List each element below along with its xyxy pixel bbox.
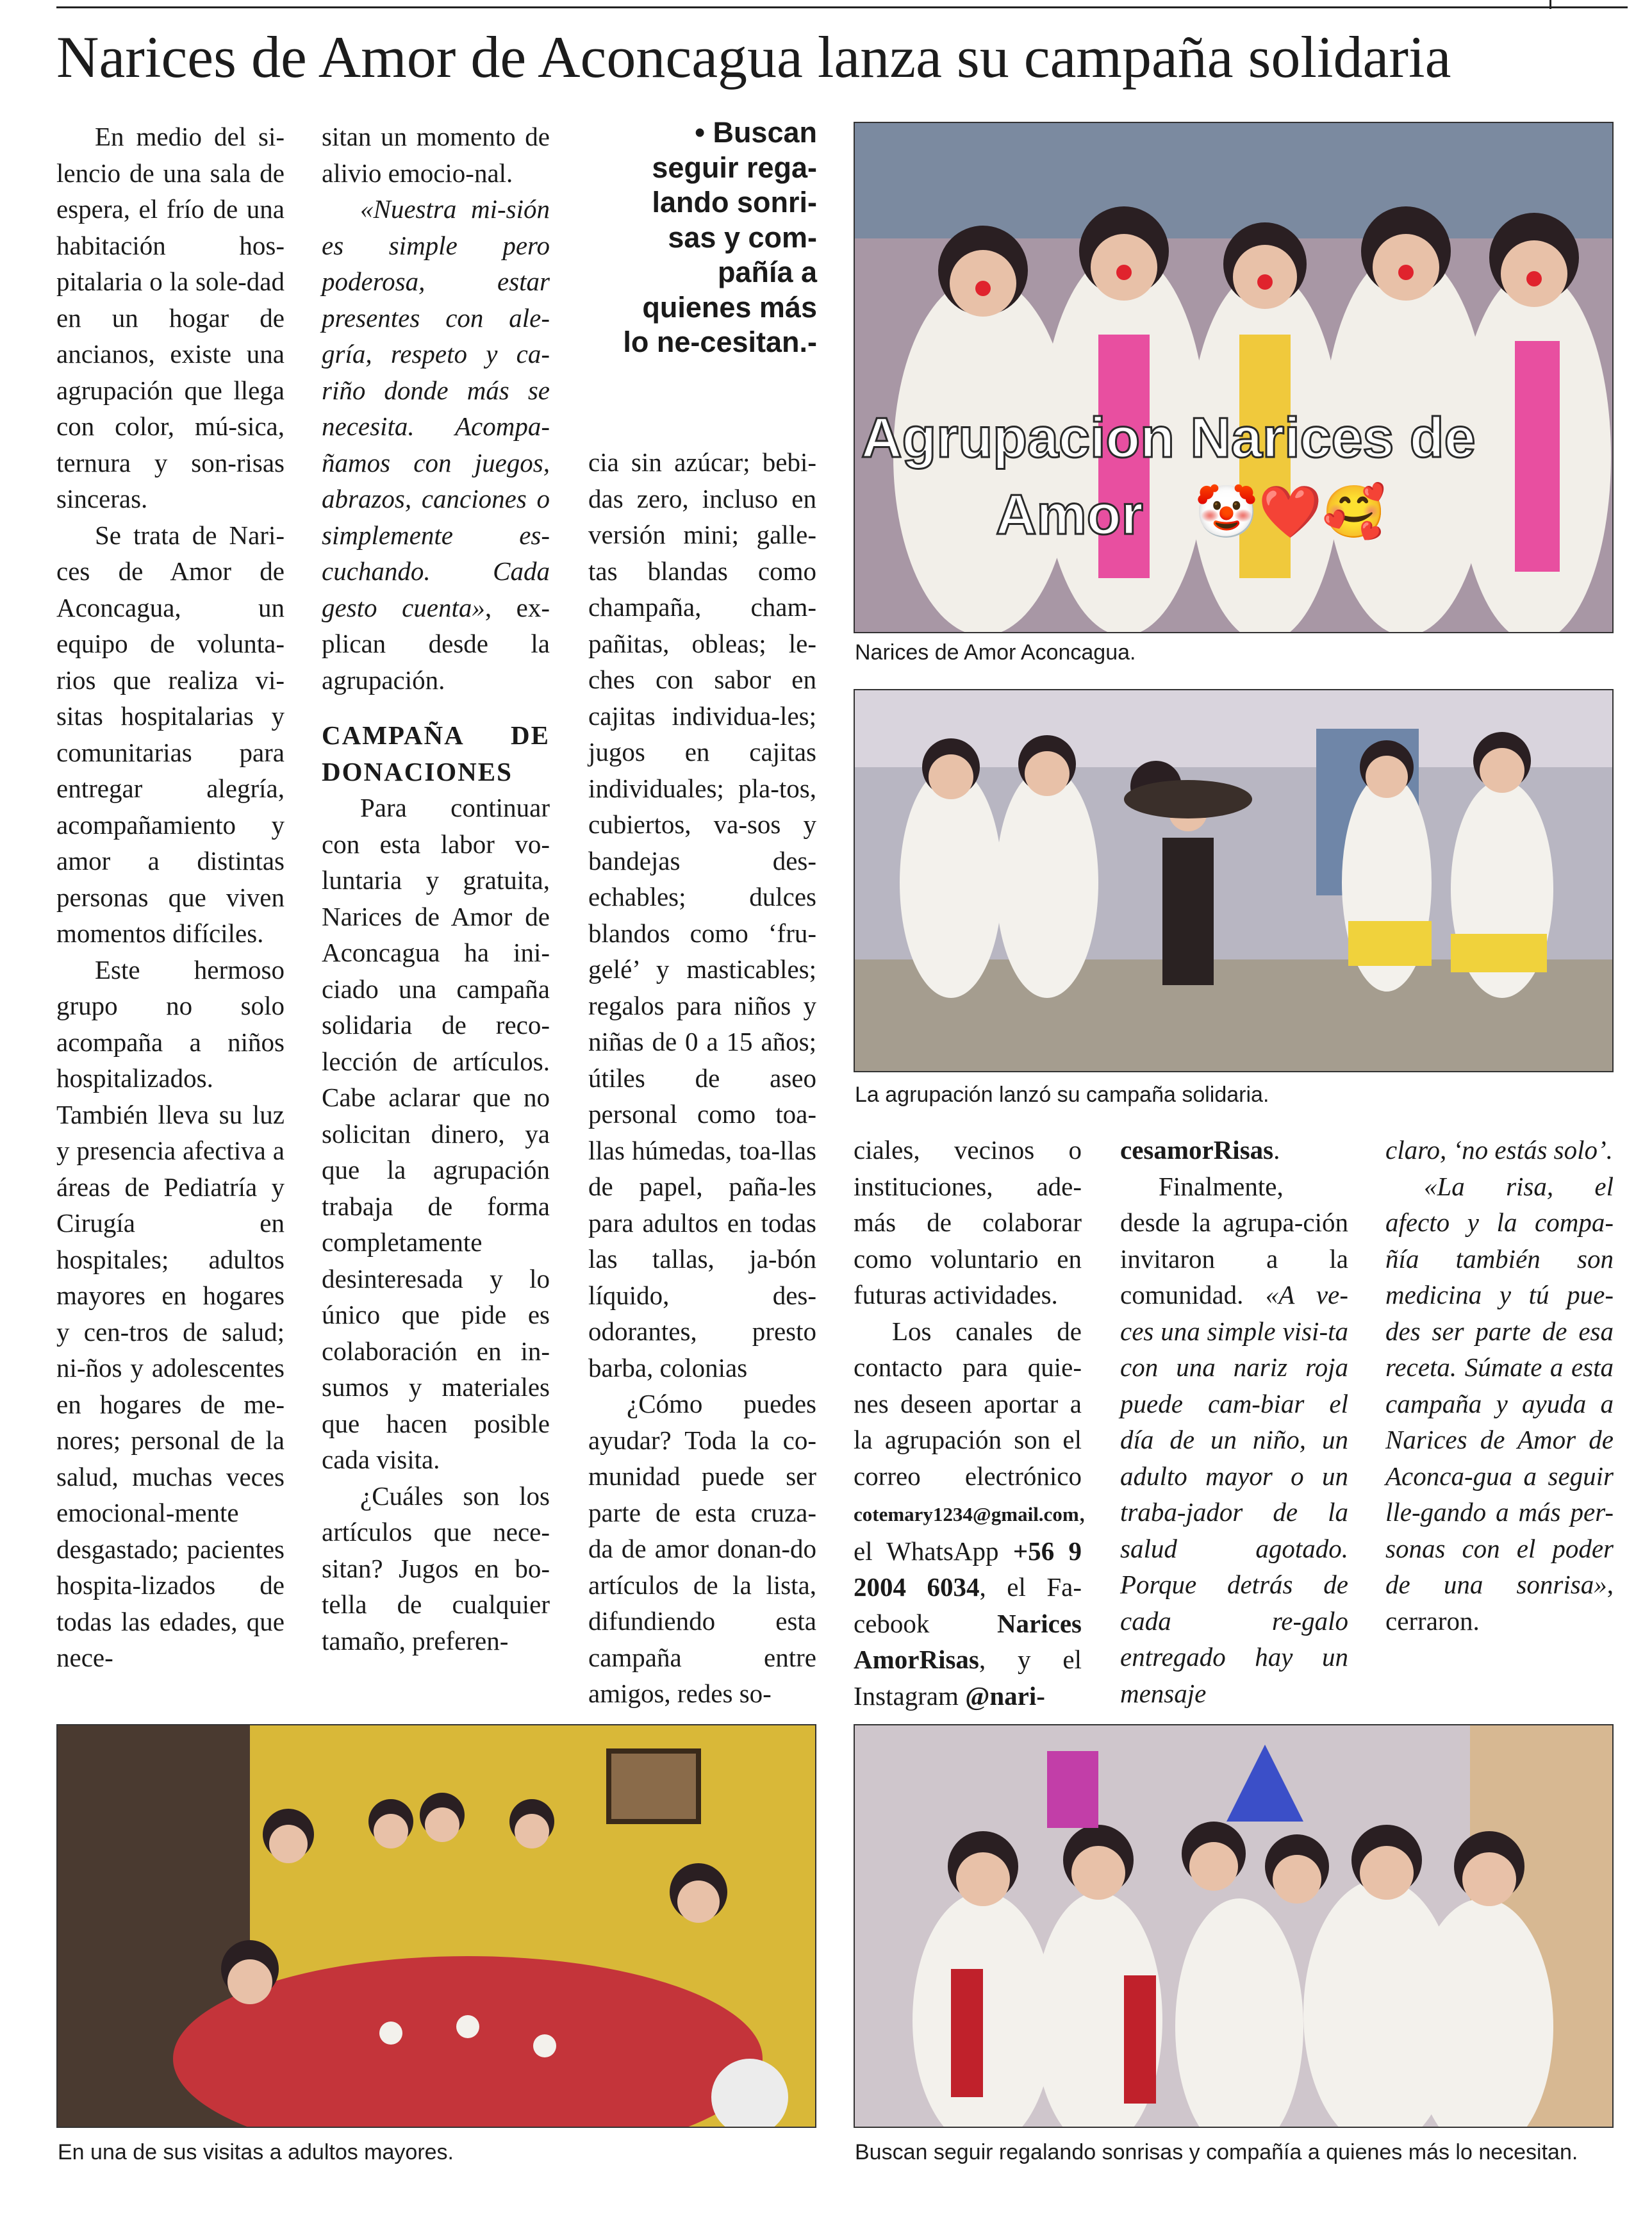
- paragraph: Finalmente, desde la agrupa-ción invitaron a la comunidad. «A ve-ces una simple visi-ta con una nariz roja puede cam-biar el día de un niño, un adulto mayor o un traba-jador de la salud agotado. Porque detrás de cada re-galo entregado hay un mensaje: [1120, 1171, 1348, 1708]
- photo-caption: La agrupación lanzó su campaña solidaria.: [855, 1083, 1269, 1107]
- photo-caption: Buscan seguir regalando sonrisas y compañía a quienes más lo necesitan.: [855, 2140, 1578, 2164]
- quote-text: «A ve-ces una simple visi-ta con una nariz roja puede cam-biar el día de un niño, un adulto mayor o un traba-jador de la salud agotado. Porque detrás de cada re-galo entregado hay un mensaje: [1120, 1280, 1348, 1708]
- photo-illustration: [855, 123, 1614, 633]
- paragraph: ciales, vecinos o instituciones, ade-más de colaborar como voluntario en futuras actividades.: [854, 1135, 1082, 1309]
- contact-email: cotemary1234@gmail.com: [854, 1503, 1079, 1525]
- photo-overlay-line-1: Agrupacion Narices de: [861, 406, 1476, 469]
- contact-whatsapp: +56 9 2004 6034: [854, 1536, 1082, 1602]
- paragraph: cesamorRisas.: [1120, 1135, 1280, 1165]
- quote-paragraph: [322, 191, 550, 698]
- contact-paragraph: Los canales de contacto para quie-nes deseen aportar a la agrupación son el correo electrónico cotemary1234@gmail.com, el WhatsApp +56 9 2004 6034, el Fa-cebook Narices AmorRisas, y el Instagram @nari-: [854, 1316, 1086, 1711]
- contact-facebook: Narices AmorRisas: [854, 1608, 1082, 1674]
- quote-attribution: , ex-plican desde la agrupación.: [322, 592, 550, 695]
- quote-text: «Nuestra mi-sión es simple pero poderosa, estar presentes con ale-gría, respeto y ca-riño donde más se necesita. Acompa-ñamos con juegos, abrazos, canciones o simplemente es-cuchando. Cada gesto cuenta»: [322, 194, 550, 622]
- article-column-4: [854, 1132, 1086, 1714]
- paragraph: «La risa, el afecto y la compa-ñía también son medicina y tú pue-des ser parte de esa receta. Súmate a esta campaña y ayuda a Narices de Amor de Aconca-gua a seguir lle-gando a más per-sonas con el poder de una sonrisa», cerraron.: [1385, 1171, 1614, 1636]
- article-column-3: [588, 444, 816, 1712]
- paragraph: ¿Cuáles son los artículos que nece-sitan? Jugos en bo-tella de cualquier tamaño, preferen-: [322, 1481, 550, 1656]
- photo-caption: En una de sus visitas a adultos mayores.: [58, 2140, 454, 2164]
- article-column-1: [56, 119, 285, 1676]
- top-rule-tick: [1549, 0, 1551, 9]
- article-column-5: [1120, 1132, 1348, 1711]
- paragraph: En medio del si-lencio de una sala de espera, el frío de una habitación hos-pitalaria o la sole-dad en un hogar de ancianos, existe una agrupación que llega con color, mú-sica, ternura y son-risas sinceras.: [56, 122, 285, 513]
- paragraph: Este hermoso grupo no solo acompaña a niños hospitalizados. También lleva su luz y presencia afectiva a áreas de Pediatría y Cirugía en hospitales; adultos mayores en hogares y cen-tros de salud; ni-ños y adolescentes en hogares de me-nores; personal de la salud, muchas veces emocional-mente desgastado; pacientes hospita-lizados de todas las edades, que nece-: [56, 954, 285, 1672]
- photo-elderly-visit: [56, 1724, 816, 2128]
- paragraph: cia sin azúcar; bebi-das zero, incluso en versión mini; galle-tas blandas como champaña, cham-pañitas, obleas; le-ches con sabor en cajitas individua-les; jugos en cajitas individuales; pla-tos, cubiertos, va-sos y bandejas des-echables; dulces blandos como ‘fru-gelé’ y masticables; regalos para niños y niñas de 0 a 15 años; útiles de aseo personal como toa-llas húmedas, toa-llas de papel, paña-les para adultos en todas las tallas, ja-bón líquido, des-odorantes, presto barba, colonias: [588, 447, 816, 1383]
- article-headline: Narices de Amor de Aconcagua lanza su campaña solidaria: [56, 24, 1451, 90]
- photo-caption: Narices de Amor Aconcagua.: [855, 640, 1136, 665]
- top-rule: [56, 6, 1628, 8]
- contact-instagram: @nari-: [965, 1681, 1045, 1711]
- photo-illustration: [855, 1725, 1614, 2128]
- paragraph: claro, ‘no estás solo’.: [1385, 1135, 1613, 1165]
- photo-illustration: [855, 690, 1614, 1072]
- photo-overlay-line-2: Amor: [996, 483, 1143, 546]
- paragraph: Para continuar con esta labor vo-luntaria y gratuita, Narices de Amor de Aconcagua ha ini-ciado una campaña solidaria de reco-lección de artículos. Cabe aclarar que no solicitan dinero, ya que la agrupación trabaja de forma completamente desinteresada y lo único que pide es colaboración en in-sumos y materiales que hacen posible cada visita.: [322, 793, 550, 1474]
- contact-instagram-cont: cesamorRisas: [1120, 1135, 1274, 1165]
- photo-campaign-launch: [854, 689, 1614, 1072]
- pull-quote: • Buscan seguir rega-lando sonri-sas y com-pañía a quienes más lo ne-cesitan.-: [623, 116, 817, 358]
- article-column-6: [1385, 1132, 1614, 1639]
- photo-clowns-group: [854, 122, 1614, 633]
- section-subhead: CAMPAÑA DE DONACIONES: [322, 720, 550, 786]
- paragraph: sitan un momento de alivio emocio-nal.: [322, 122, 550, 188]
- photo-clowns-smiles: [854, 1724, 1614, 2128]
- paragraph: Se trata de Nari-ces de Amor de Aconcagua, un equipo de volunta-rios que realiza vi-sitas hospitalarias y comunitarias para entregar alegría, acompañamiento y amor a distintas personas que viven momentos difíciles.: [56, 520, 285, 948]
- photo-overlay-emojis: 🤡❤️🥰: [1194, 485, 1386, 541]
- paragraph: ¿Cómo puedes ayudar? Toda la co-munidad puede ser parte de esta cruza-da de amor donan-do artículos de la lista, difundiendo esta campaña entre amigos, redes so-: [588, 1389, 816, 1708]
- article-column-2: [322, 119, 550, 1659]
- photo-illustration: [58, 1725, 816, 2128]
